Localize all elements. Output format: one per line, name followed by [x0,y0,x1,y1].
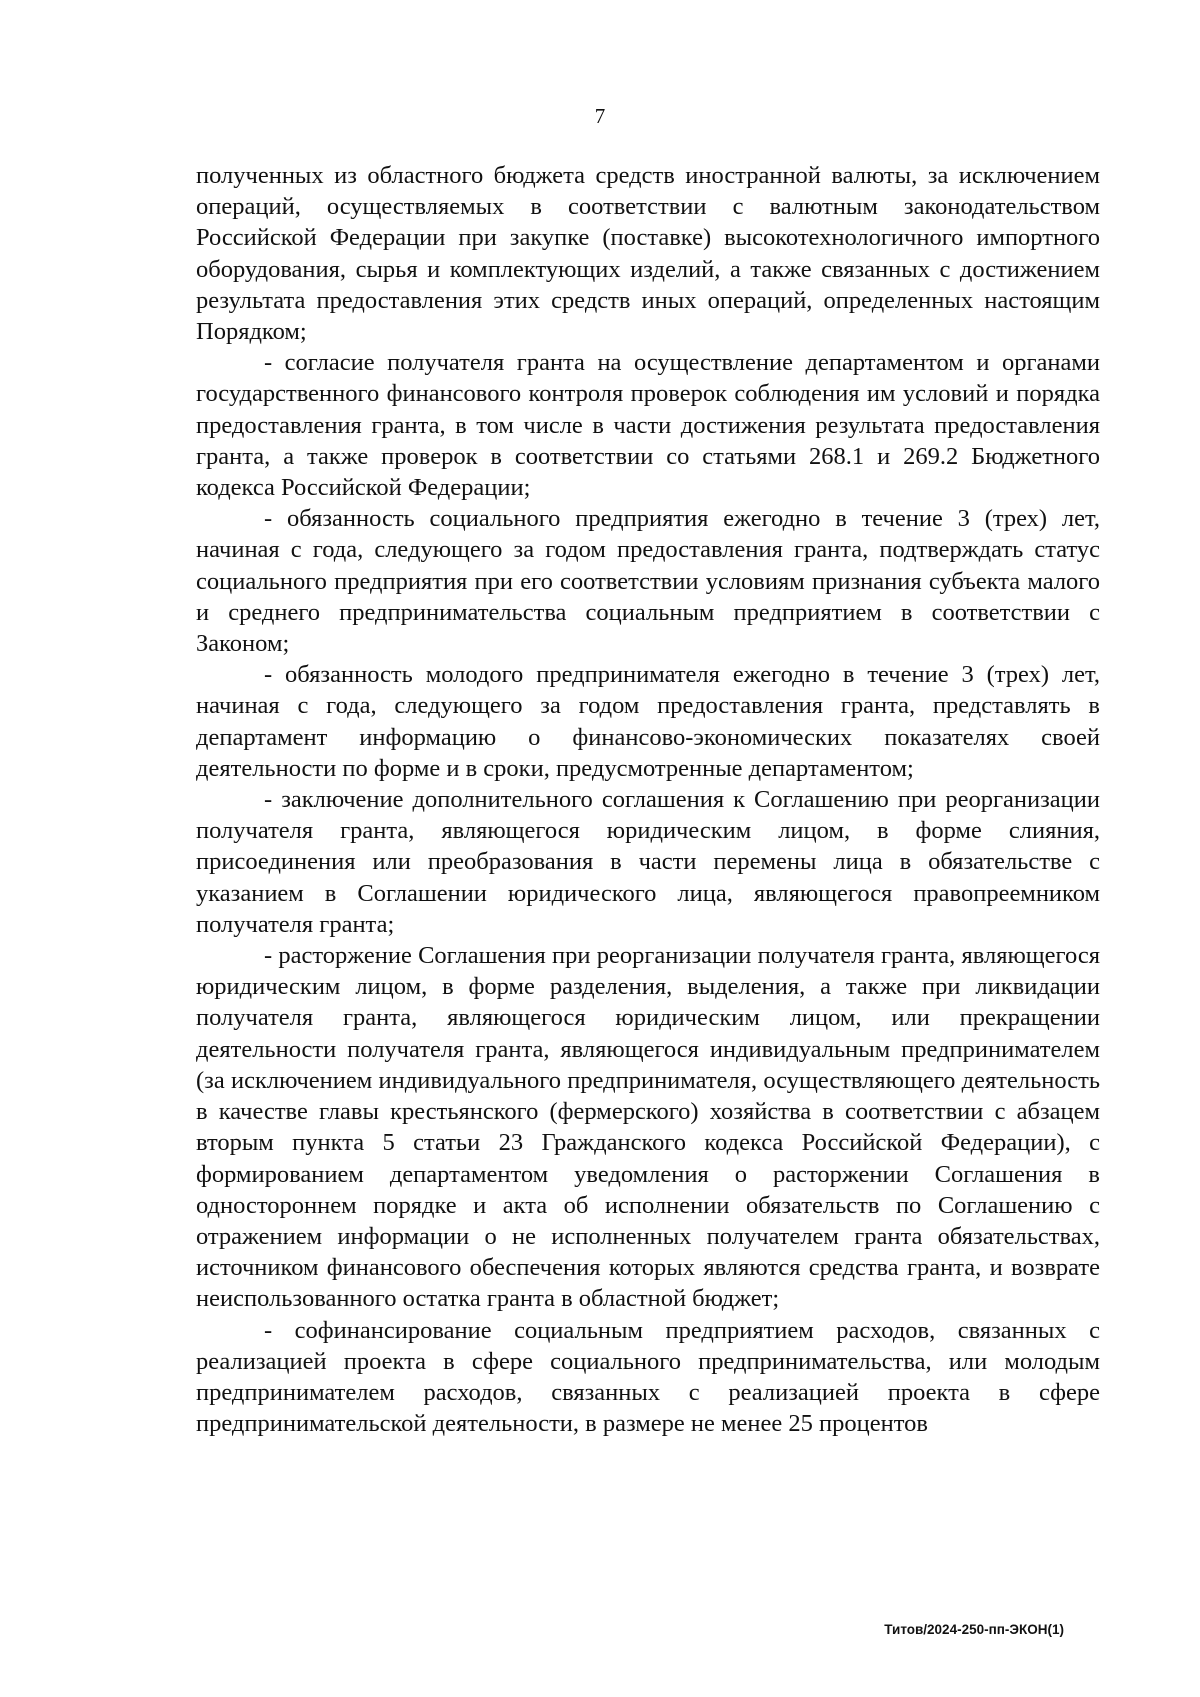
paragraph-social-enterprise-status: - обязанность социального предприятия ежегодно в течение 3 (трех) лет, начиная с года, следующего за годом предоставления гранта, подтверждать статус социального предприятия при его соответствии условиям признания субъекта малого и среднего предпринимательства социальным предприятием в соответствии с Законом; [196,505,1100,658]
paragraph-additional-agreement: - заключение дополнительного соглашения к Соглашению при реорганизации получателя гранта, являющегося юридическим лицом, в форме слияния, присоединения или преобразования в части перемены лица в обязательстве с указанием в Соглашении юридического лица, являющегося правопреемником получателя гранта; [196,786,1100,938]
paragraph-cofinancing: - софинансирование социальным предприятием расходов, связанных с реализацией проекта в сфере социального предпринимательства, или молодым предпринимателем расходов, связанных с реализацией проекта в сфере предпринимательской деятельности, в размере не менее 25 процентов [196,1316,1100,1438]
paragraph-agreement-termination: - расторжение Соглашения при реорганизации получателя гранта, являющегося юридическим лицом, в форме разделения, выделения, а также при ликвидации получателя гранта, являющегося юридическим лицом, или прекращении деятельности получателя гранта, являющегося индивидуальным предпринимателем (за исключением индивидуального предпринимателя, осуществляющего деятельность в качестве главы крестьянского (фермерского) хозяйства в соответствии с абзацем вторым пункта 5 статьи 23 Гражданского кодекса Российской Федерации), с формированием департаментом уведомления о расторжении Соглашения в одностороннем порядке и акта об исполнении обязательств по Соглашению с отражением информации о не исполненных получателем гранта обязательствах, источником финансового обеспечения которых являются средства гранта, и возврате неиспользованного остатка гранта в областной бюджет; [196,942,1100,1313]
page-number: 7 [594,104,606,128]
document-code: Титов/2024-250-пп-ЭКОН(1) [884,1622,1064,1637]
paragraph-continuation: полученных из областного бюджета средств иностранной валюты, за исключением операций, осуществляемых в соответствии с валютным законодательством Российской Федерации при закупке (поставке) высокотехнологичного импортного оборудования, сырья и комплектующих изделий, а также связанных с достижением результата предоставления этих средств иных операций, определенных настоящим Порядком; [196,162,1100,346]
paragraph-control-consent: - согласие получателя гранта на осуществление департаментом и органами государственного финансового контроля проверок соблюдения им условий и порядка предоставления гранта, в том числе в части достижения результата предоставления гранта, а также проверок в соответствии со статьями 268.1 и 269.2 Бюджетного кодекса Российской Федерации; [196,349,1100,502]
document-body [196,160,1100,1439]
paragraph-young-entrepreneur-reporting: - обязанность молодого предпринимателя ежегодно в течение 3 (трех) лет, начиная с года, следующего за годом предоставления гранта, представлять в департамент информацию о финансово-экономических показателях своей деятельности по форме и в сроки, предусмотренные департаментом; [196,661,1100,782]
